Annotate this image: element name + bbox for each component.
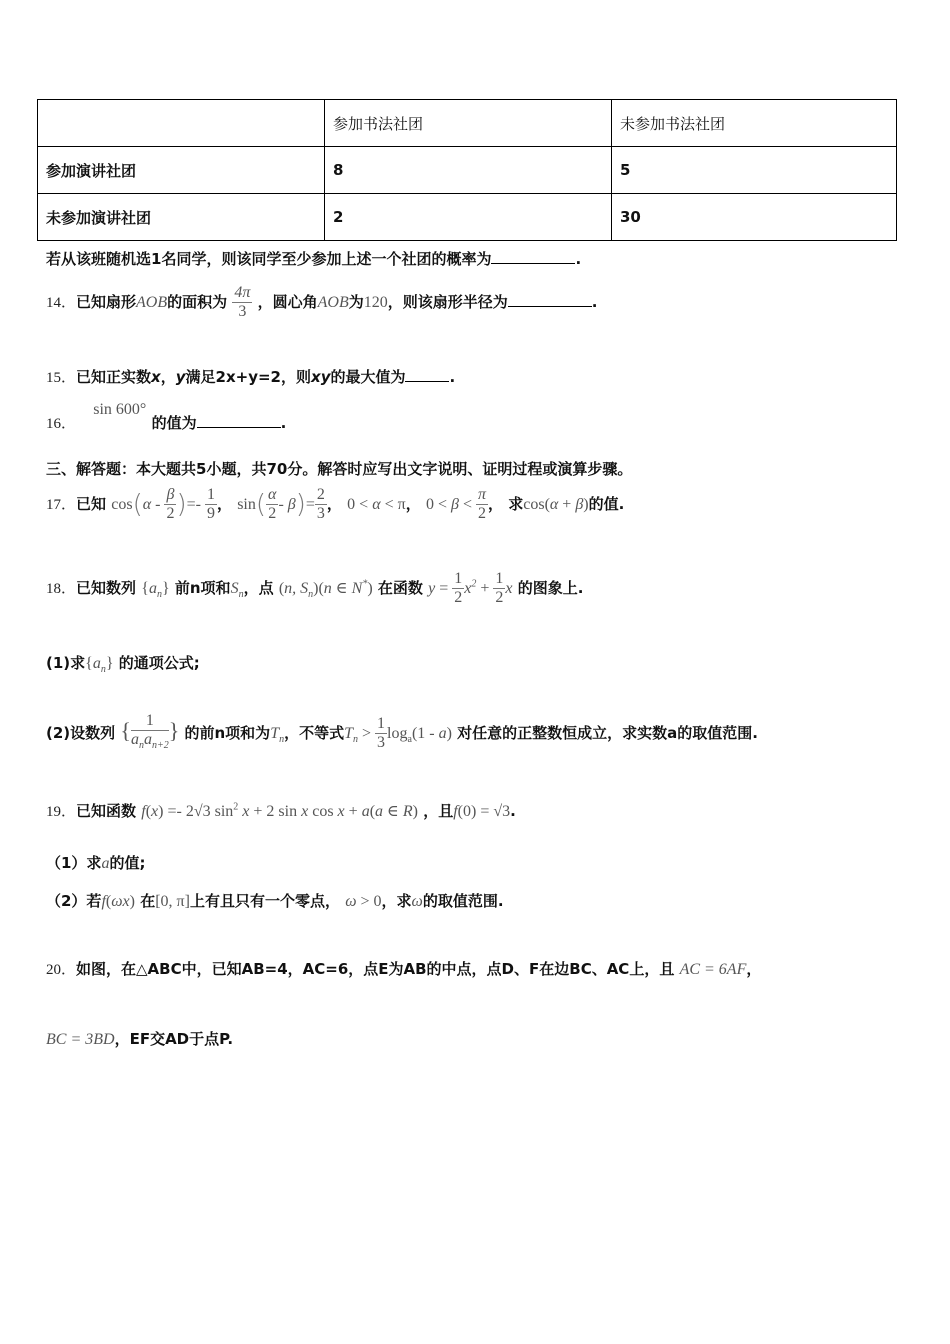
question-19-part-2: （2）若f(ωx) 在[0, π]上有且只有一个零点， ω > 0，求ω的取值范围. (46, 892, 504, 910)
question-20: 20．如图，在△ABC中，已知AB=4，AC=6，点E为AB的中点，点D、F在边BC、AC上，且 AC = 6AF， (46, 960, 762, 978)
table-cell: 8 (325, 147, 612, 194)
club-table (37, 99, 897, 241)
fraction: $\frac{4\pi}{3}$ (234, 284, 251, 320)
table-header-cell: 未参加书法社团 (612, 100, 897, 147)
table-header-cell: 参加书法社团 (325, 100, 612, 147)
table-cell: 2 (325, 194, 612, 241)
table-row (38, 147, 897, 194)
table-cell: 30 (612, 194, 897, 241)
table-cell: 未参加演讲社团 (38, 194, 325, 241)
section-3-heading: 三、解答题：本大题共5小题，共70分。解答时应写出文字说明、证明过程或演算步骤。 (46, 460, 633, 478)
question-17: 17．已知 cos(α - $\frac{\beta}{2}$ )=- $\frac{1}{9}$ ， sin( $\frac{\alpha}{2}$ - β)= $\frac{2}{3}$ ， 0 < α < π， 0 < β < $\frac{\pi}{2}$ ， 求cos(α + β)的值. (46, 486, 625, 522)
table-cell: 5 (612, 147, 897, 194)
question-20-cont: BC = 3BD，EF交AD于点P. (46, 1030, 234, 1048)
table-cell (38, 100, 325, 147)
q13-tail: 若从该班随机选1名同学，则该同学至少参加上述一个社团的概率为 . (46, 250, 582, 268)
question-18-part-2: (2)设数列 { $\frac{1}{a_na_{n+2}}$ } 的前n项和为$T_n$，不等式$T_n$ > $\frac{1}{3}$ $\log_a(1 - a)$ 对任意的正整数恒成立，求实数a的取值范围. (46, 712, 758, 752)
question-15: 15．已知正实数x，y满足2x+y=2，则xy的最大值为 . (46, 368, 456, 386)
question-16: 16． sin 600° 的值为 . (46, 401, 287, 432)
table-row (38, 194, 897, 241)
question-14: 14．已知扇形AOB的面积为 $\frac{4\pi}{3}$ ，圆心角AOB为120，则该扇形半径为 . (46, 284, 598, 320)
question-19-part-1: （1）求a的值; (46, 854, 146, 872)
question-19: 19．已知函数 f(x) =- 2√3 $\sin^2 x + 2$ sin x cos x + a(a ∈ R) ，且f(0) = √3. (46, 801, 516, 820)
question-18: 18．已知数列 $\{a_n\}$ 前n项和$S_n$，点 (n, $S_n)(n$ ∈ N*) 在函数 y = $\frac{1}{2}$ $x^2$ + $\frac{1}{2}$ x 的图象上. (46, 570, 584, 606)
table-row (38, 100, 897, 147)
table-cell: 参加演讲社团 (38, 147, 325, 194)
question-18-part-1: (1)求$\{a_n\}$ 的通项公式; (46, 654, 200, 676)
